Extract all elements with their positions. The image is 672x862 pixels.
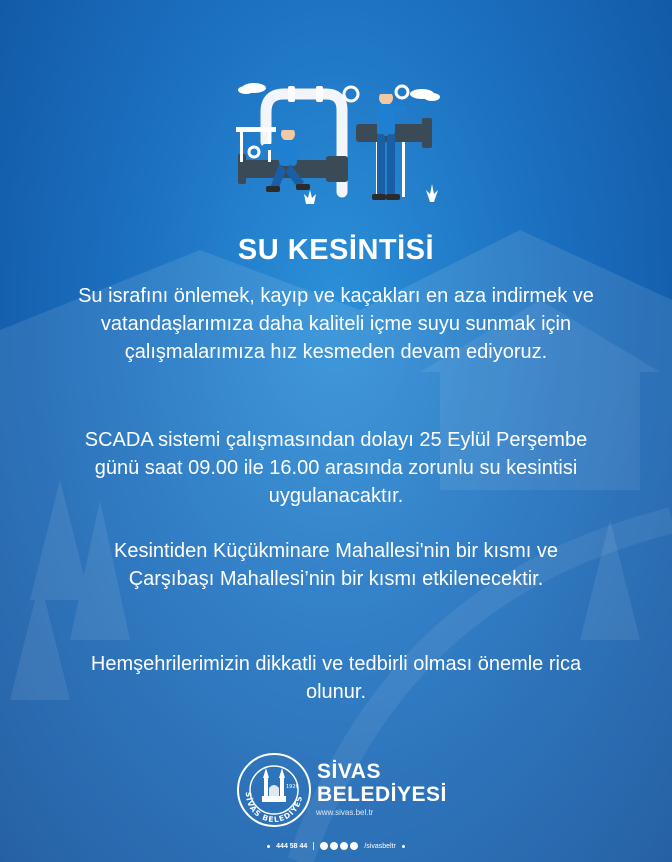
municipality-logo[interactable]	[236, 752, 456, 830]
seal-year: 1926	[286, 784, 299, 790]
facebook-icon[interactable]	[320, 842, 328, 850]
youtube-icon[interactable]	[350, 842, 358, 850]
social-icons	[320, 842, 358, 850]
brand-name-line2: BELEDİYESİ	[317, 783, 447, 806]
brand-url[interactable]: www.sivas.bel.tr	[316, 808, 374, 817]
footer-bar	[0, 840, 672, 852]
page-title: SU KESİNTİSİ	[237, 234, 435, 266]
paragraph-affected-areas: Kesintiden Küçükminare Mahallesi'nin bir kısmı ve Çarşıbaşı Mahallesi’nin bir kısmı etkilenecektir.	[113, 540, 558, 590]
municipality-seal-icon	[236, 752, 312, 828]
seal-text: SİVAS BELEDİYES	[243, 791, 305, 825]
footer-divider	[313, 842, 314, 850]
phone-number[interactable]: 444 58 44	[276, 842, 308, 850]
paragraph-schedule: SCADA sistemi çalışmasından dolayı 25 Eylül Perşembe günü saat 09.00 ile 16.00 arasında zorunlu su kesintisi uygulanacaktır.	[84, 429, 588, 507]
brand-name-line1: SİVAS	[317, 760, 381, 783]
social-handle[interactable]: /sivasbeltr	[364, 842, 396, 850]
instagram-icon[interactable]	[340, 842, 348, 850]
x-icon[interactable]	[330, 842, 338, 850]
footer-dot-right	[402, 845, 405, 848]
footer-dot-left	[267, 845, 270, 848]
paragraph-intro: Su israfını önlemek, kayıp ve kaçakları en aza indirmek ve vatandaşlarımıza daha kaliteli içme suyu sunmak için çalışmalarımıza hız kesmeden devam ediyoruz.	[78, 285, 594, 363]
workers-pipes-illustration	[226, 72, 446, 217]
paragraph-notice: Hemşehrilerimizin dikkatli ve tedbirli olması önemle rica olunur.	[90, 653, 582, 703]
